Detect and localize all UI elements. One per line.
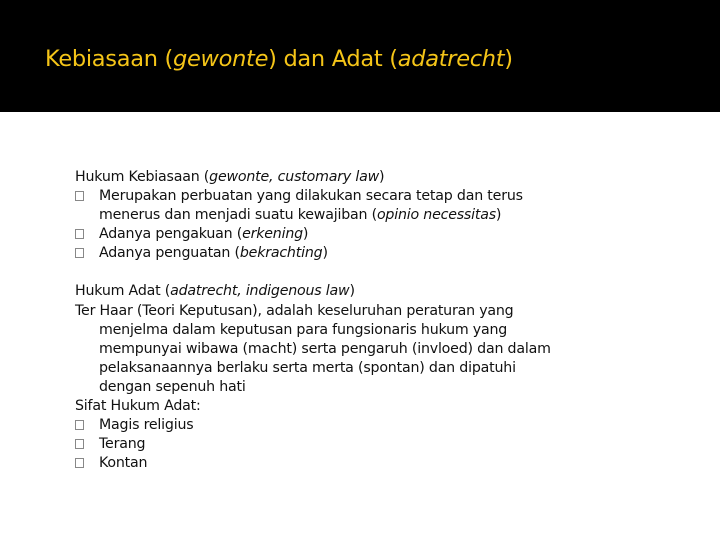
paragraph-line: Ter Haar (Teori Keputusan), adalah keseluruhan peraturan yang bbox=[75, 302, 514, 319]
sifat-label: Sifat Hukum Adat: bbox=[75, 398, 201, 415]
section-heading-kebiasaan: Hukum Kebiasaan (gewonte, customary law) bbox=[75, 169, 385, 185]
bullet-icon bbox=[75, 191, 84, 201]
slide-title: Kebiasaan (gewonte) dan Adat (adatrecht) bbox=[45, 46, 513, 72]
bullet-icon bbox=[75, 420, 84, 430]
paragraph-line: dengan sepenuh hati bbox=[99, 378, 246, 395]
list-item: Magis religius bbox=[75, 416, 675, 435]
list-item: Merupakan perbuatan yang dilakukan secara tetap dan terus bbox=[75, 187, 675, 206]
list-item: Terang bbox=[75, 435, 675, 454]
bullet-icon bbox=[75, 248, 84, 258]
bullet-icon bbox=[75, 229, 84, 239]
bullet-icon bbox=[75, 439, 84, 449]
list-item: Adanya pengakuan (erkening) bbox=[75, 225, 675, 244]
list-item: Kontan bbox=[75, 454, 675, 473]
list-item-continuation: menerus dan menjadi suatu kewajiban (opinio necessitas) bbox=[99, 207, 502, 224]
bullet-icon bbox=[75, 458, 84, 468]
paragraph-line: mempunyai wibawa (macht) serta pengaruh (invloed) dan dalam bbox=[99, 340, 551, 357]
paragraph-line: pelaksanaannya berlaku serta merta (spontan) dan dipatuhi bbox=[99, 359, 516, 376]
paragraph-line: menjelma dalam keputusan para fungsionaris hukum yang bbox=[99, 321, 508, 338]
section-heading-adat: Hukum Adat (adatrecht, indigenous law) bbox=[75, 283, 355, 300]
list-item: Adanya penguatan (bekrachting) bbox=[75, 244, 675, 263]
slide-content bbox=[75, 168, 675, 473]
